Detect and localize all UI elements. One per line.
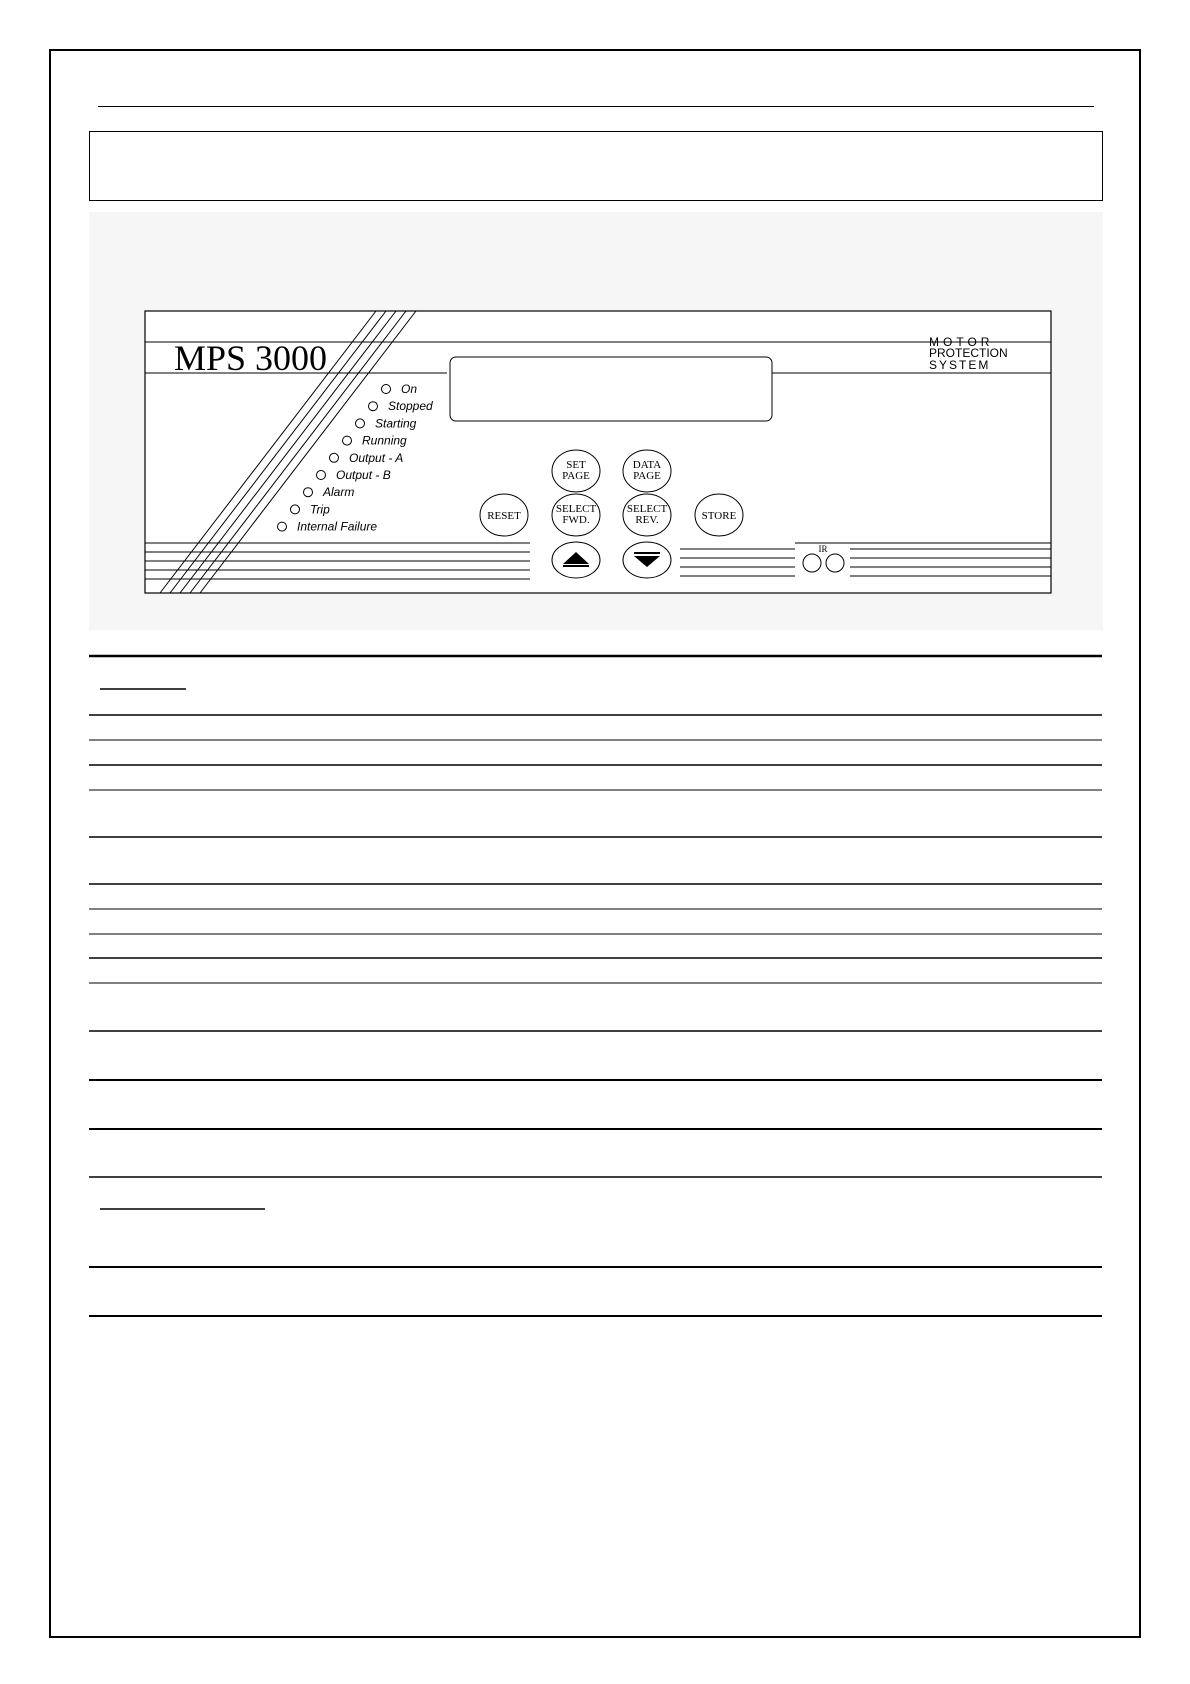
store-label: STORE [701, 510, 737, 522]
data-page-label-2: PAGE [633, 470, 661, 482]
select-fwd-label-1: SELECT [555, 503, 597, 515]
panel-brand: MPS 3000 [174, 338, 328, 378]
indicator-label: Alarm [323, 485, 355, 500]
panel-subtitle-protection: PROTECTION [929, 346, 1008, 360]
indicator-label: Output - A [349, 450, 404, 465]
reset-label: RESET [487, 510, 521, 522]
indicator-label: On [401, 382, 418, 396]
indicator-label: Internal Failure [297, 519, 378, 534]
indicator-label: Output - B [336, 468, 391, 482]
panel-subtitle-system: SYSTEM [929, 358, 991, 372]
select-rev-label-2: REV. [635, 514, 659, 526]
ir-label: IR [818, 544, 828, 554]
indicator-label: Running [362, 433, 407, 448]
indicator-label: Trip [310, 502, 330, 517]
select-rev-label-1: SELECT [626, 503, 668, 515]
set-page-label-1: SET [566, 459, 586, 471]
indicator-label: Stopped [388, 399, 433, 414]
set-page-label-2: PAGE [562, 470, 590, 482]
indicator-label: Starting [375, 416, 417, 431]
panel-subtitle-motor: MOTOR [929, 335, 994, 349]
select-fwd-label-2: FWD. [562, 514, 590, 526]
data-page-label-1: DATA [632, 459, 662, 471]
